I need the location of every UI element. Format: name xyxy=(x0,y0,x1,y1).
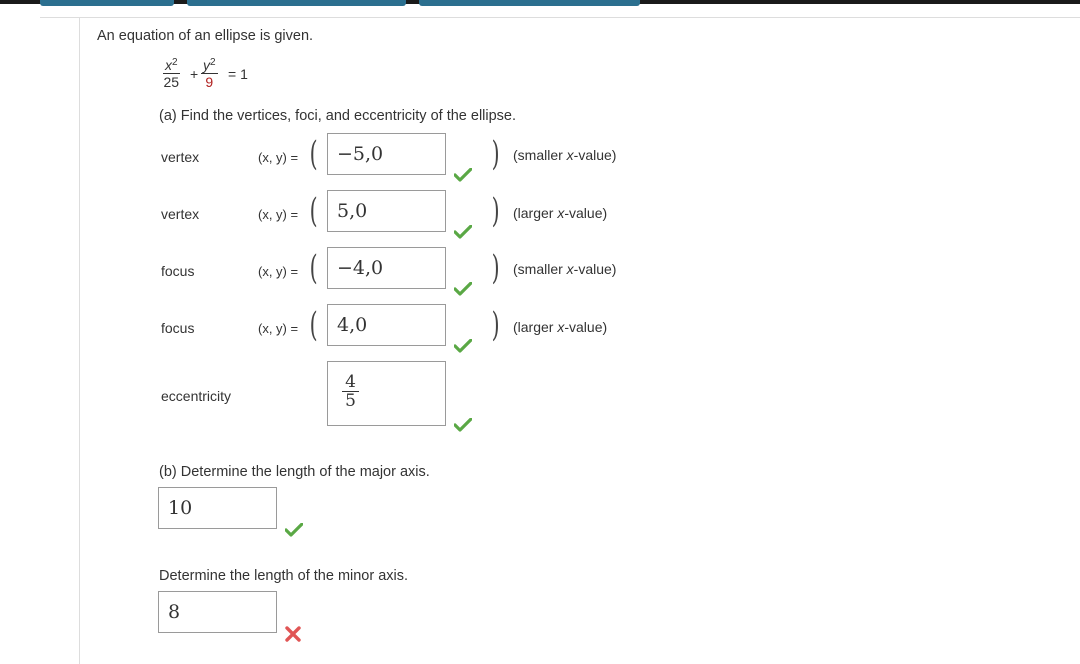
eccentricity-fraction: 4 5 xyxy=(342,373,359,410)
focus-1-input[interactable]: −4,0 xyxy=(327,247,446,289)
note-2: (larger x-value) xyxy=(513,205,608,221)
part-b-prompt: (b) Determine the length of the major axis. xyxy=(159,464,430,480)
open-paren-1: ( xyxy=(309,134,318,174)
close-paren-3: ) xyxy=(491,248,500,288)
intro-text: An equation of an ellipse is given. xyxy=(97,28,314,44)
eccentricity-label: eccentricity xyxy=(161,388,232,404)
part-a-prompt: (a) Find the vertices, foci, and eccentricity of the ellipse. xyxy=(159,108,517,124)
nav-tab-3[interactable] xyxy=(419,0,640,6)
minor-axis-input[interactable]: 8 xyxy=(158,591,277,633)
xy-label-2: (x, y) = xyxy=(258,207,299,222)
nav-tab-1[interactable] xyxy=(40,0,174,6)
note-3: (smaller x-value) xyxy=(513,261,617,277)
open-paren-3: ( xyxy=(309,248,318,288)
note-1: (smaller x-value) xyxy=(513,147,617,163)
equation-x-term: $\frac{x^2}{25}$ xyxy=(163,57,180,90)
close-paren-1: ) xyxy=(491,134,500,174)
check-icon xyxy=(454,282,472,296)
row-label-vertex-2: vertex xyxy=(161,206,200,222)
row-label-focus-2: focus xyxy=(161,320,195,336)
xy-label-1: (x, y) = xyxy=(258,150,299,165)
major-axis-input[interactable]: 10 xyxy=(158,487,277,529)
equation-y-term: $\frac{y^2}{9}$ xyxy=(203,57,216,90)
divider-horizontal xyxy=(40,17,1080,18)
check-icon xyxy=(285,523,303,537)
equation-equals: = 1 xyxy=(228,66,248,82)
xy-label-3: (x, y) = xyxy=(258,264,299,279)
row-label-vertex-1: vertex xyxy=(161,149,200,165)
vertex-1-input[interactable]: −5,0 xyxy=(327,133,446,175)
open-paren-4: ( xyxy=(309,305,318,345)
equation-plus: + xyxy=(190,66,199,82)
check-icon xyxy=(454,418,472,432)
eccentricity-input[interactable] xyxy=(327,361,446,426)
check-icon xyxy=(454,225,472,239)
minor-axis-prompt: Determine the length of the minor axis. xyxy=(159,568,409,584)
vertex-2-input[interactable]: 5,0 xyxy=(327,190,446,232)
close-paren-2: ) xyxy=(491,191,500,231)
row-label-focus-1: focus xyxy=(161,263,195,279)
xy-label-4: (x, y) = xyxy=(258,321,299,336)
close-paren-4: ) xyxy=(491,305,500,345)
note-4: (larger x-value) xyxy=(513,319,608,335)
divider-vertical xyxy=(79,17,80,664)
focus-2-input[interactable]: 4,0 xyxy=(327,304,446,346)
open-paren-2: ( xyxy=(309,191,318,231)
check-icon xyxy=(454,339,472,353)
check-icon xyxy=(454,168,472,182)
nav-tab-2[interactable] xyxy=(187,0,406,6)
cross-icon xyxy=(285,626,301,642)
